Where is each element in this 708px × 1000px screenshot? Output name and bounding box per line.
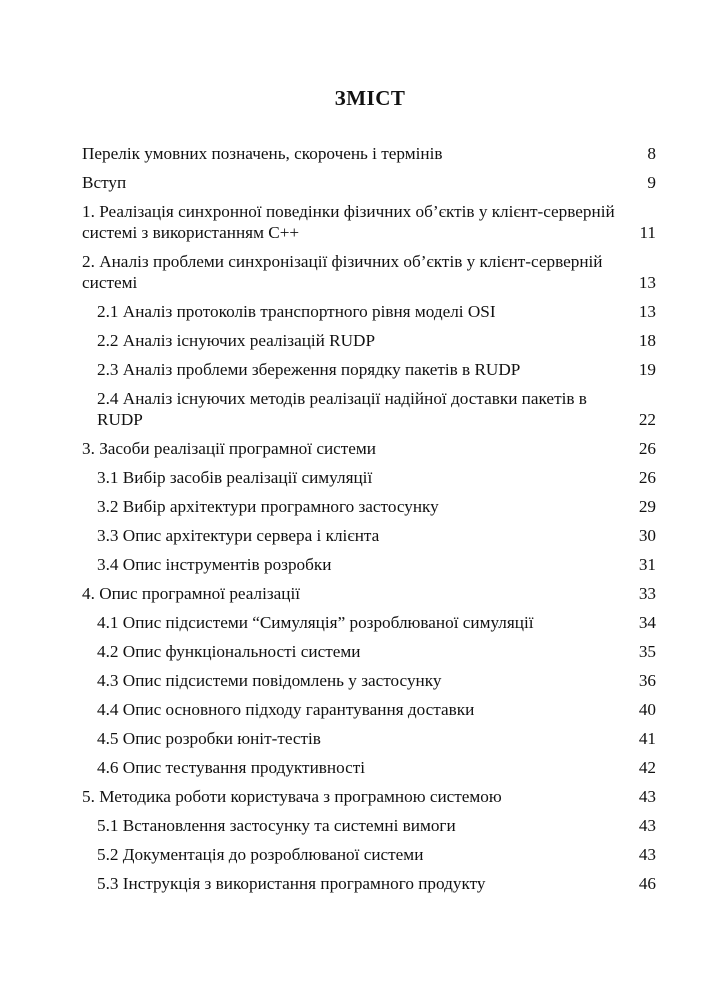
toc-entry-title: 1. Реалізація синхронної поведінки фізичних об’єктів у клієнт-серверній системі з використанням C++ [82, 202, 615, 242]
toc-entry[interactable] [82, 641, 656, 662]
toc-page-number: 26 [638, 468, 656, 487]
toc-entry-title: 2.3 Аналіз проблеми збереження порядку пакетів в RUDP [97, 360, 521, 379]
toc-entry[interactable] [82, 251, 656, 293]
toc-entry-title: Вступ [82, 173, 127, 192]
entry-spacer [82, 720, 656, 728]
toc-page-number: 35 [638, 642, 656, 661]
toc-entry-title: 5.2 Документація до розроблюваної системи [97, 845, 424, 864]
toc-entry[interactable] [82, 670, 656, 691]
toc-entry-title: 5.1 Встановлення застосунку та системні вимоги [97, 816, 456, 835]
toc-page-number: 29 [638, 497, 656, 516]
entry-spacer [82, 193, 656, 201]
toc-entry[interactable] [82, 525, 656, 546]
toc-page-number: 33 [638, 584, 656, 603]
entry-spacer [82, 459, 656, 467]
entry-spacer [82, 865, 656, 873]
entry-spacer [82, 351, 656, 359]
toc-entry-title: 5. Методика роботи користувача з програмною системою [82, 787, 502, 806]
toc-page-number: 34 [638, 613, 656, 632]
entry-spacer [82, 322, 656, 330]
toc-entry-title: 3. Засоби реалізації програмної системи [82, 439, 376, 458]
toc-entry-title: Перелік умовних позначень, скорочень і термінів [82, 144, 443, 163]
toc-entry[interactable] [82, 757, 656, 778]
toc-page-number: 9 [647, 173, 656, 192]
toc-page-number: 18 [638, 331, 656, 350]
toc-entry-title: 4.5 Опис розробки юніт-тестів [97, 729, 321, 748]
toc-page-number: 13 [638, 273, 656, 292]
toc-entry-title: 3.1 Вибір засобів реалізації симуляції [97, 468, 373, 487]
entry-spacer [82, 546, 656, 554]
entry-spacer [82, 807, 656, 815]
toc-entry[interactable] [82, 201, 656, 243]
toc-entry[interactable] [82, 143, 656, 164]
toc-page-number: 26 [638, 439, 656, 458]
toc-page-number: 42 [638, 758, 656, 777]
entry-spacer [82, 430, 656, 438]
toc-page-number: 43 [638, 816, 656, 835]
toc-entry[interactable] [82, 330, 656, 351]
toc-entry-title: 2.4 Аналіз існуючих методів реалізації надійної доставки пакетів в RUDP [97, 389, 587, 429]
toc-entry-title: 4.4 Опис основного підходу гарантування доставки [97, 700, 475, 719]
toc-page-number: 46 [638, 874, 656, 893]
toc-page-number: 43 [638, 787, 656, 806]
toc-page-number: 8 [647, 144, 656, 163]
toc-page-number: 22 [638, 410, 656, 429]
toc-page-number: 43 [638, 845, 656, 864]
toc-entry[interactable] [82, 873, 656, 894]
toc-entry[interactable] [82, 699, 656, 720]
toc-entry[interactable] [82, 467, 656, 488]
toc-entry-title: 4. Опис програмної реалізації [82, 584, 301, 603]
toc-entry-title: 3.4 Опис інструментів розробки [97, 555, 332, 574]
toc-entry[interactable] [82, 359, 656, 380]
entry-spacer [82, 662, 656, 670]
toc-entry[interactable] [82, 301, 656, 322]
toc-entry[interactable] [82, 388, 656, 430]
toc-entry[interactable] [82, 172, 656, 193]
entry-spacer [82, 836, 656, 844]
toc-entry-title: 3.2 Вибір архітектури програмного застосунку [97, 497, 439, 516]
toc-page-number: 31 [638, 555, 656, 574]
toc-entry[interactable] [82, 438, 656, 459]
toc-entry[interactable] [82, 583, 656, 604]
toc-entry-title: 4.3 Опис підсистеми повідомлень у застосунку [97, 671, 442, 690]
toc-entry[interactable] [82, 815, 656, 836]
toc-entry-title: 5.3 Інструкція з використання програмного продукту [97, 874, 486, 893]
table-of-contents [82, 143, 656, 894]
toc-entry-title: 2.2 Аналіз існуючих реалізацій RUDP [97, 331, 376, 350]
toc-page-number: 41 [638, 729, 656, 748]
toc-page-number: 19 [638, 360, 656, 379]
entry-spacer [82, 604, 656, 612]
toc-entry-title: 2.1 Аналіз протоколів транспортного рівня моделі OSI [97, 302, 496, 321]
toc-entry[interactable] [82, 844, 656, 865]
toc-entry-title: 4.2 Опис функціональності системи [97, 642, 361, 661]
toc-entry-title: 3.3 Опис архітектури сервера і клієнта [97, 526, 380, 545]
entry-spacer [82, 164, 656, 172]
toc-entry-title: 4.6 Опис тестування продуктивності [97, 758, 366, 777]
toc-entry-title: 2. Аналіз проблеми синхронізації фізичних об’єктів у клієнт-серверній системі [82, 252, 603, 292]
page-title: ЗМІСТ [334, 86, 406, 110]
toc-page-number: 13 [638, 302, 656, 321]
entry-spacer [82, 517, 656, 525]
toc-page-number: 30 [638, 526, 656, 545]
entry-spacer [82, 243, 656, 251]
toc-entry[interactable] [82, 728, 656, 749]
entry-spacer [82, 633, 656, 641]
toc-page-number: 40 [638, 700, 656, 719]
entry-spacer [82, 488, 656, 496]
entry-spacer [82, 575, 656, 583]
entry-spacer [82, 691, 656, 699]
toc-entry-title: 4.1 Опис підсистеми “Симуляція” розроблюваної симуляції [97, 613, 534, 632]
entry-spacer [82, 778, 656, 786]
toc-page-number: 36 [638, 671, 656, 690]
toc-entry[interactable] [82, 554, 656, 575]
entry-spacer [82, 380, 656, 388]
toc-entry[interactable] [82, 786, 656, 807]
toc-entry[interactable] [82, 612, 656, 633]
entry-spacer [82, 293, 656, 301]
toc-page-number: 11 [639, 223, 656, 242]
toc-entry[interactable] [82, 496, 656, 517]
entry-spacer [82, 749, 656, 757]
